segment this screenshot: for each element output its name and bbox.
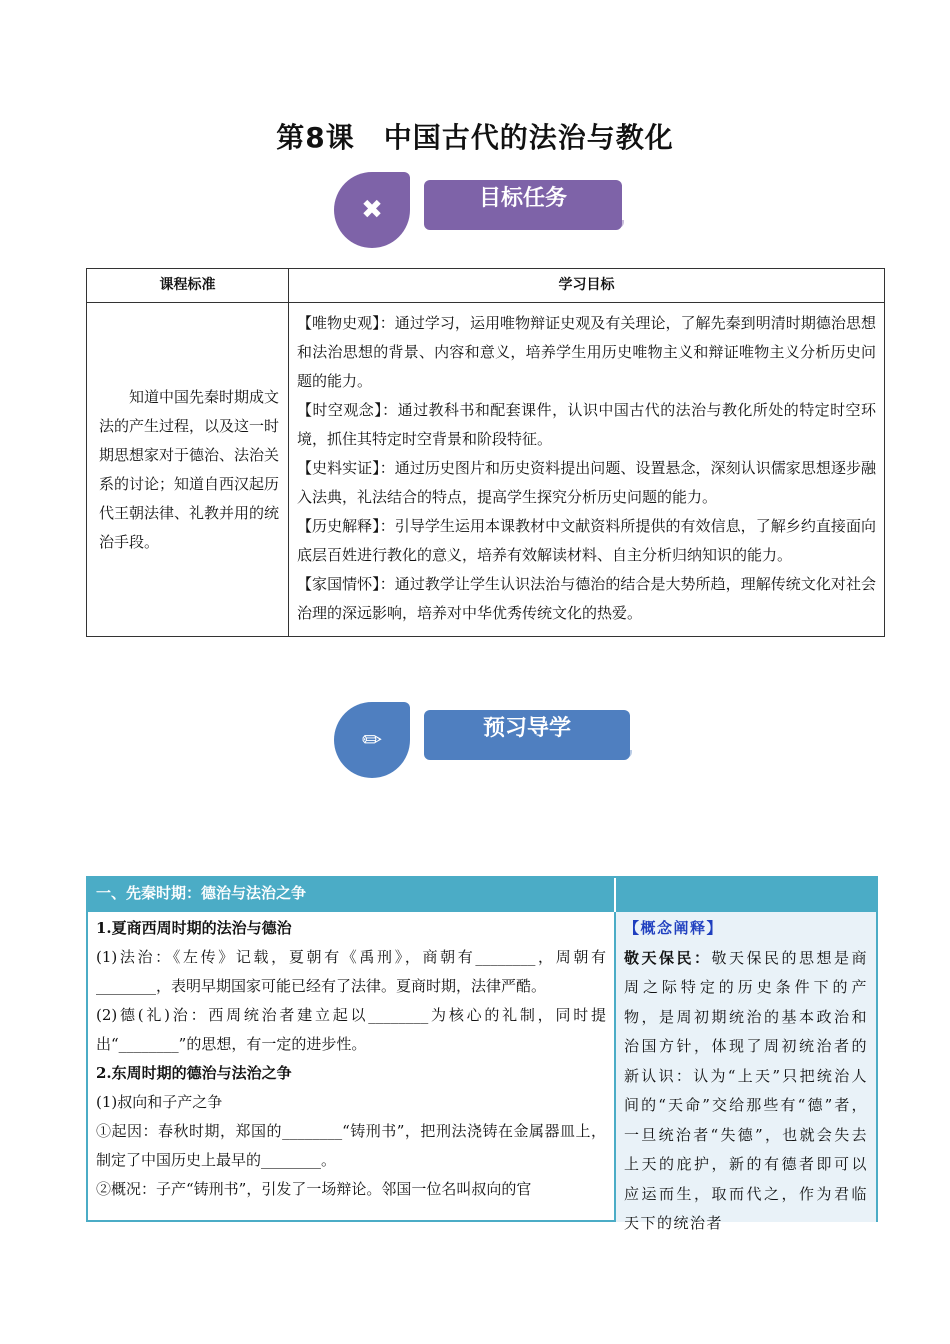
goal-item: 【唯物史观】：通过学习，运用唯物辩证史观及有关理论，了解先秦到明清时期德治思想和法治思想的背景、内容和意义，培养学生用历史唯物主义和辩证唯物主义分析历史问题的能力。 [297, 314, 876, 390]
goal-item: 【家国情怀】：通过教学让学生认识法治与德治的结合是大势所趋，理解传统文化对社会治理的深远影响，培养对中华优秀传统文化的热爱。 [297, 575, 876, 622]
close-icon: ✖ [361, 195, 383, 225]
goal-item: 【史料实证】：通过历史图片和历史资料提出问题、设置悬念，深刻认识儒家思想逐步融入法典，礼法结合的特点，提高学生探究分析历史问题的能力。 [297, 459, 876, 506]
preview-line: ②概况：子产“铸刑书”，引发了一场辩论。邻国一位名叫叔向的官 [96, 1180, 532, 1198]
preview-line: (1)法治：《左传》记载，夏朝有《禹刑》，商朝有________，周朝有________，表明早期国家可能已经有了法律。夏商时期，法律严酷。 [96, 948, 606, 995]
preview-section-title: 一、先秦时期：德治与法治之争 [96, 884, 307, 902]
header-divider [614, 878, 616, 912]
pencil-icon: ✏ [361, 726, 383, 754]
preview-line: ①起因：春秋时期，郑国的________“铸刑书”，把刑法浇铸在金属器皿上，制定了中国历史上最早的________。 [96, 1122, 606, 1169]
concept-term: 敬天保民： [624, 948, 712, 967]
banner-label: 目标任务 [424, 180, 622, 230]
section-banner-objectives [334, 170, 634, 250]
section-banner-preview [334, 700, 634, 780]
preview-line: (2)德(礼)治：西周统治者建立起以________为核心的礼制，同时提出“________”的思想，有一定的进步性。 [96, 1006, 606, 1053]
preview-table-header [88, 878, 876, 912]
column-header-standard: 课程标准 [87, 269, 289, 303]
goal-item: 【时空观念】：通过教科书和配套课件，认识中国古代的法治与教化所处的特定时空环境，抓住其特定时空背景和阶段特征。 [297, 401, 876, 448]
goal-item: 【历史解释】：引导学生运用本课教材中文献资料所提供的有效信息，了解乡约直接面向底层百姓进行教化的意义，培养有效解读材料、自主分析归纳知识的能力。 [297, 517, 876, 564]
objectives-table [86, 268, 885, 637]
curriculum-standard: 知道中国先秦时期成文法的产生过程，以及这一时期思想家对于德治、法治关系的讨论；知道自西汉起历代王朝法律、礼教并用的统治手段。 [87, 303, 289, 637]
banner-label: 预习导学 [424, 710, 630, 760]
concept-text: 敬天保民的思想是商周之际特定的历史条件下的产物，是周初期统治的基本政治和治国方针，体现了周初统治者的新认识：认为“上天”只把统治人间的“天命”交给那些有“德”者，一旦统治者“失德”，也就会失去上天的庇护，新的有德者即可以应运而生，取而代之，作为君临天下的统治者 [624, 948, 868, 1232]
concept-label: 【概念阐释】 [624, 919, 724, 937]
column-header-goals: 学习目标 [289, 269, 885, 303]
concept-body [624, 944, 868, 1239]
preview-line: (1)叔向和子产之争 [96, 1093, 223, 1111]
learning-goals [289, 303, 885, 637]
preview-line: 1.夏商西周时期的法治与德治 [96, 919, 292, 937]
preview-table [86, 876, 878, 1232]
preview-line: 2.东周时期的德治与法治之争 [96, 1064, 292, 1082]
page-title: 第8课 中国古代的法治与教化 [276, 121, 674, 154]
concept-sidebar [614, 912, 876, 1232]
preview-content [88, 912, 614, 1222]
